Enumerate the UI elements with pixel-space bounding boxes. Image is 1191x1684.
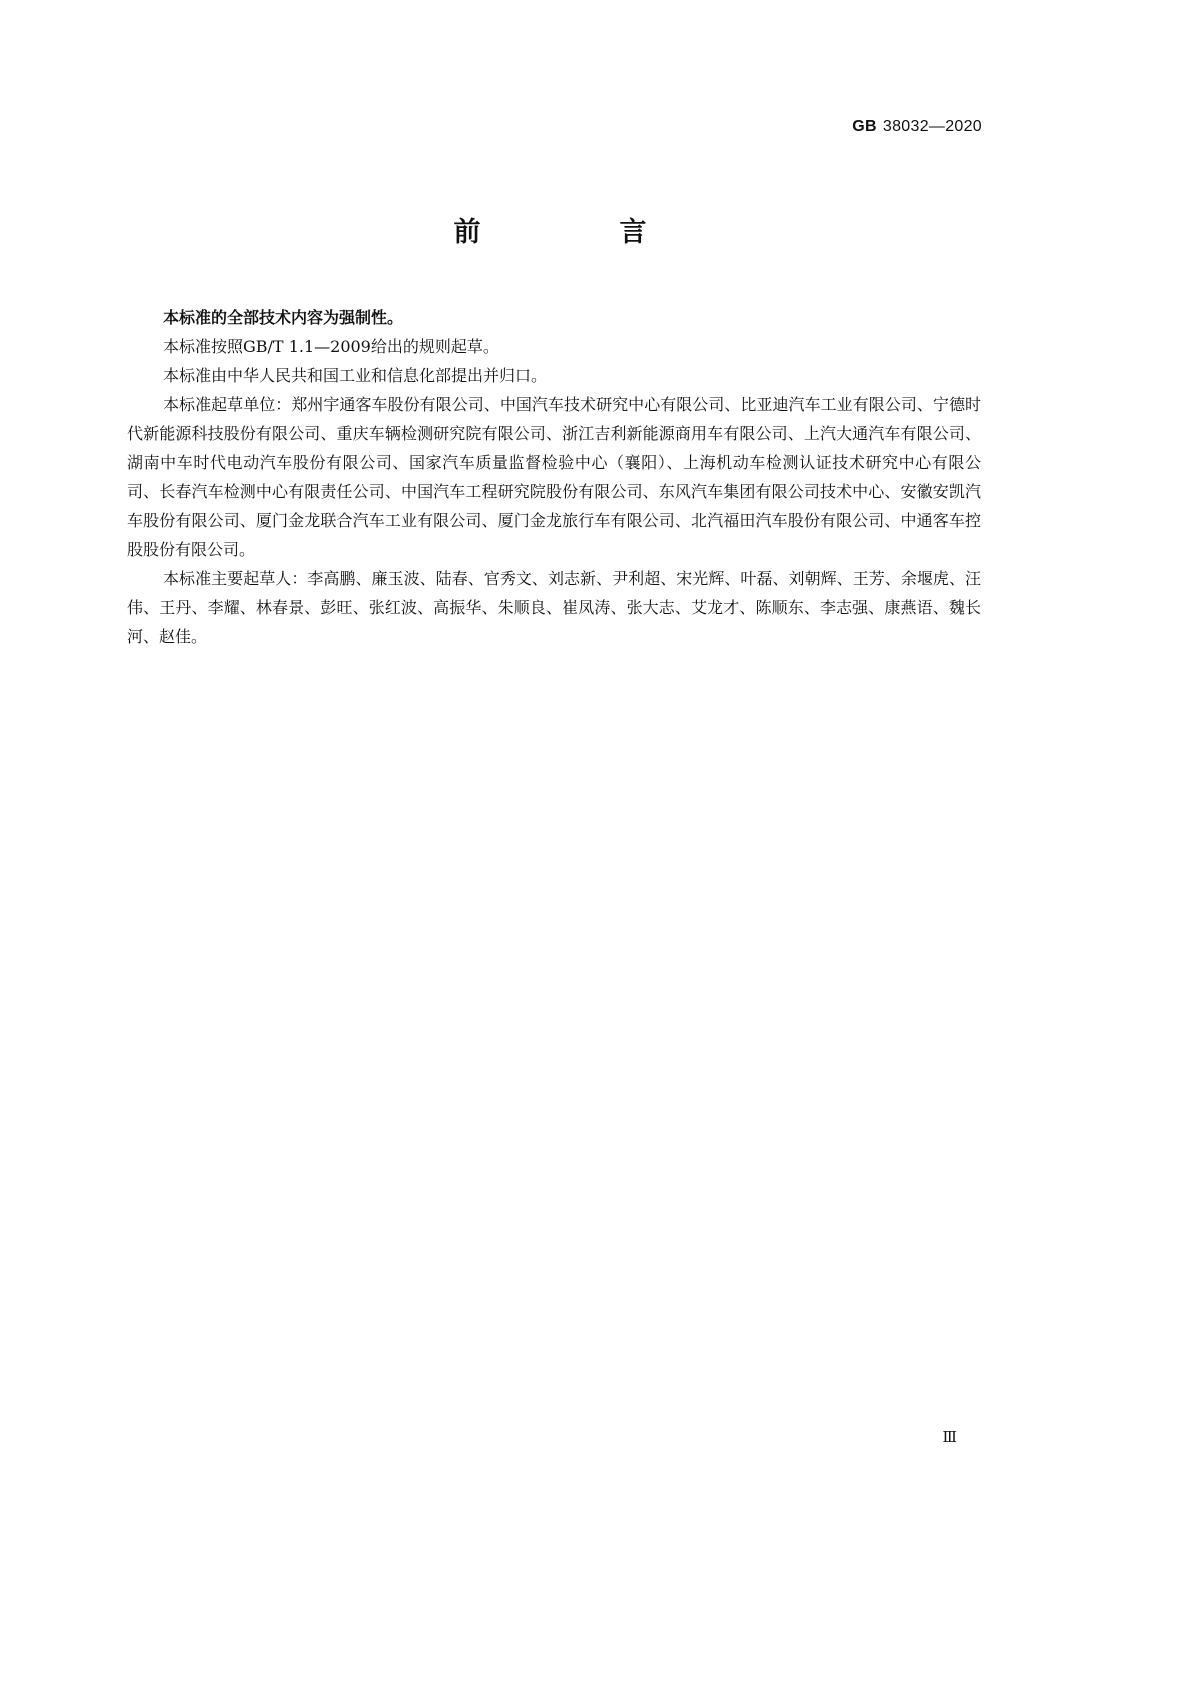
mandatory-statement: 本标准的全部技术内容为强制性。 [163, 308, 404, 327]
foreword-body [127, 303, 981, 651]
page-title: 前 言 [453, 217, 703, 248]
drafting-rules-statement: 本标准按照GB/T 1.1—2009给出的规则起草。 [163, 337, 499, 356]
standard-prefix: GB [852, 118, 877, 135]
page-number: Ⅲ [942, 1430, 957, 1446]
drafters-paragraph: 本标准主要起草人：李高鹏、廉玉波、陆春、官秀文、刘志新、尹利超、宋光辉、叶磊、刘朝辉、王芳、余堰虎、汪伟、王丹、李耀、林春景、彭旺、张红波、高振华、朱顺良、崔凤涛、张大志、艾龙才、陈顺东、李志强、康燕语、魏长河、赵佳。 [127, 569, 981, 646]
standard-number: 38032—2020 [882, 118, 982, 135]
drafting-units-paragraph: 本标准起草单位：郑州宇通客车股份有限公司、中国汽车技术研究中心有限公司、比亚迪汽车工业有限公司、宁德时代新能源科技股份有限公司、重庆车辆检测研究院有限公司、浙江吉利新能源商用车有限公司、上汽大通汽车有限公司、湖南中车时代电动汽车股份有限公司、国家汽车质量监督检验中心（襄阳）、上海机动车检测认证技术研究中心有限公司、长春汽车检测中心有限责任公司、中国汽车工程研究院股份有限公司、东风汽车集团有限公司技术中心、安徽安凯汽车股份有限公司、厦门金龙联合汽车工业有限公司、厦门金龙旅行车有限公司、北汽福田汽车股份有限公司、中通客车控股股份有限公司。 [127, 395, 981, 559]
proposer-statement: 本标准由中华人民共和国工业和信息化部提出并归口。 [163, 366, 548, 385]
standard-code [852, 118, 982, 136]
